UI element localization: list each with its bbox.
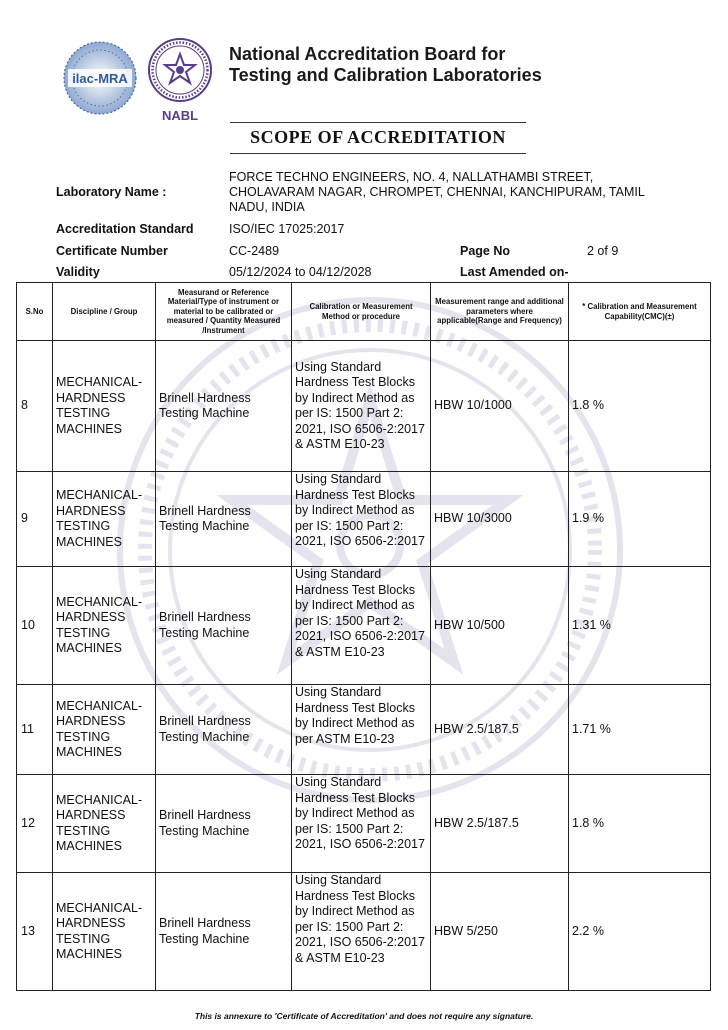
cell-instrument: Brinell Hardness Testing Machine <box>156 567 292 685</box>
cell-cmc: 1.71 % <box>569 685 711 775</box>
org-title-line1: National Accreditation Board for <box>229 44 506 64</box>
cell-instrument: Brinell Hardness Testing Machine <box>156 775 292 873</box>
table-row <box>17 341 711 472</box>
cell-cmc: 1.8 % <box>569 775 711 873</box>
header-discipline: Discipline / Group <box>53 283 156 341</box>
table-row <box>17 472 711 567</box>
cell-discipline: MECHANICAL- HARDNESS TESTING MACHINES <box>53 873 156 991</box>
cell-range: HBW 10/500 <box>431 567 569 685</box>
nabl-logo <box>145 36 215 128</box>
cell-method: Using Standard Hardness Test Blocks by Indirect Method as per ASTM E10-23 <box>292 685 431 775</box>
org-title-line2: Testing and Calibration Laboratories <box>229 65 542 85</box>
cell-range: HBW 2.5/187.5 <box>431 685 569 775</box>
cell-cmc: 1.31 % <box>569 567 711 685</box>
cell-sno: 12 <box>17 775 53 873</box>
table-header-row <box>17 283 711 341</box>
header-sno: S.No <box>17 283 53 341</box>
cell-range: HBW 5/250 <box>431 873 569 991</box>
cell-method: Using Standard Hardness Test Blocks by Indirect Method as per IS: 1500 Part 2: 2021, ISO 6506-2:2017 & ASTM E10-23 <box>292 341 431 472</box>
cell-discipline: MECHANICAL- HARDNESS TESTING MACHINES <box>53 567 156 685</box>
header-method: Calibration or Measurement Method or procedure <box>292 283 431 341</box>
ilac-mra-logo <box>60 38 140 118</box>
standard-value: ISO/IEC 17025:2017 <box>229 222 345 236</box>
cell-discipline: MECHANICAL- HARDNESS TESTING MACHINES <box>53 341 156 472</box>
cell-cmc: 1.8 % <box>569 341 711 472</box>
lab-name-line2: CHOLAVARAM NAGAR, CHROMPET, CHENNAI, KANCHIPURAM, TAMIL <box>229 185 645 199</box>
cell-discipline: MECHANICAL- HARDNESS TESTING MACHINES <box>53 472 156 567</box>
cell-method: Using Standard Hardness Test Blocks by Indirect Method as per IS: 1500 Part 2: 2021, ISO 6506-2:2017 & ASTM E10-23 <box>292 873 431 991</box>
page-label: Page No <box>460 244 511 258</box>
validity-value: 05/12/2024 to 04/12/2028 <box>229 265 372 279</box>
cell-range: HBW 2.5/187.5 <box>431 775 569 873</box>
cell-method: Using Standard Hardness Test Blocks by Indirect Method as per IS: 1500 Part 2: 2021, ISO 6506-2:2017 <box>292 472 431 567</box>
cell-cmc: 2.2 % <box>569 873 711 991</box>
cell-sno: 11 <box>17 685 53 775</box>
footer-note: This is annexure to 'Certificate of Accreditation' and does not require any signature. <box>194 1011 534 1021</box>
last-amended-label: Last Amended on- <box>460 265 569 279</box>
lab-name-line1: FORCE TECHNO ENGINEERS, NO. 4, NALLATHAMBI STREET, <box>229 170 594 184</box>
header-instrument: Measurand or Reference Material/Type of instrument or material to be calibrated or measured / Quantity Measured /Instrument <box>156 283 292 341</box>
cell-range: HBW 10/3000 <box>431 472 569 567</box>
table-row <box>17 873 711 991</box>
cell-discipline: MECHANICAL- HARDNESS TESTING MACHINES <box>53 775 156 873</box>
cell-instrument: Brinell Hardness Testing Machine <box>156 873 292 991</box>
cell-instrument: Brinell Hardness Testing Machine <box>156 341 292 472</box>
cell-method: Using Standard Hardness Test Blocks by Indirect Method as per IS: 1500 Part 2: 2021, ISO 6506-2:2017 <box>292 775 431 873</box>
table-row <box>17 685 711 775</box>
lab-name-line3: NADU, INDIA <box>229 200 305 214</box>
header-cmc: * Calibration and Measurement Capability(CMC)(±) <box>569 283 711 341</box>
cell-instrument: Brinell Hardness Testing Machine <box>156 685 292 775</box>
cell-cmc: 1.9 % <box>569 472 711 567</box>
standard-label: Accreditation Standard <box>56 222 194 236</box>
cell-range: HBW 10/1000 <box>431 341 569 472</box>
cell-instrument: Brinell Hardness Testing Machine <box>156 472 292 567</box>
lab-name-label: Laboratory Name : <box>56 185 167 199</box>
cell-method: Using Standard Hardness Test Blocks by Indirect Method as per IS: 1500 Part 2: 2021, ISO 6506-2:2017 & ASTM E10-23 <box>292 567 431 685</box>
certificate-value: CC-2489 <box>229 244 280 258</box>
validity-label: Validity <box>56 265 100 279</box>
certificate-label: Certificate Number <box>56 244 168 258</box>
cell-sno: 8 <box>17 341 53 472</box>
lab-name-value <box>229 170 645 215</box>
document-title: SCOPE OF ACCREDITATION <box>230 122 526 154</box>
table-row <box>17 567 711 685</box>
table-row <box>17 775 711 873</box>
cell-discipline: MECHANICAL- HARDNESS TESTING MACHINES <box>53 685 156 775</box>
ilac-logo-text: ilac-MRA <box>72 71 128 86</box>
org-title <box>229 44 542 86</box>
cell-sno: 9 <box>17 472 53 567</box>
cell-sno: 13 <box>17 873 53 991</box>
nabl-logo-text: NABL <box>161 108 199 123</box>
page-value: 2 of 9 <box>587 244 619 258</box>
cell-sno: 10 <box>17 567 53 685</box>
scope-table <box>16 282 711 991</box>
header-range: Measurement range and additional parameters where applicable(Range and Frequency) <box>431 283 569 341</box>
